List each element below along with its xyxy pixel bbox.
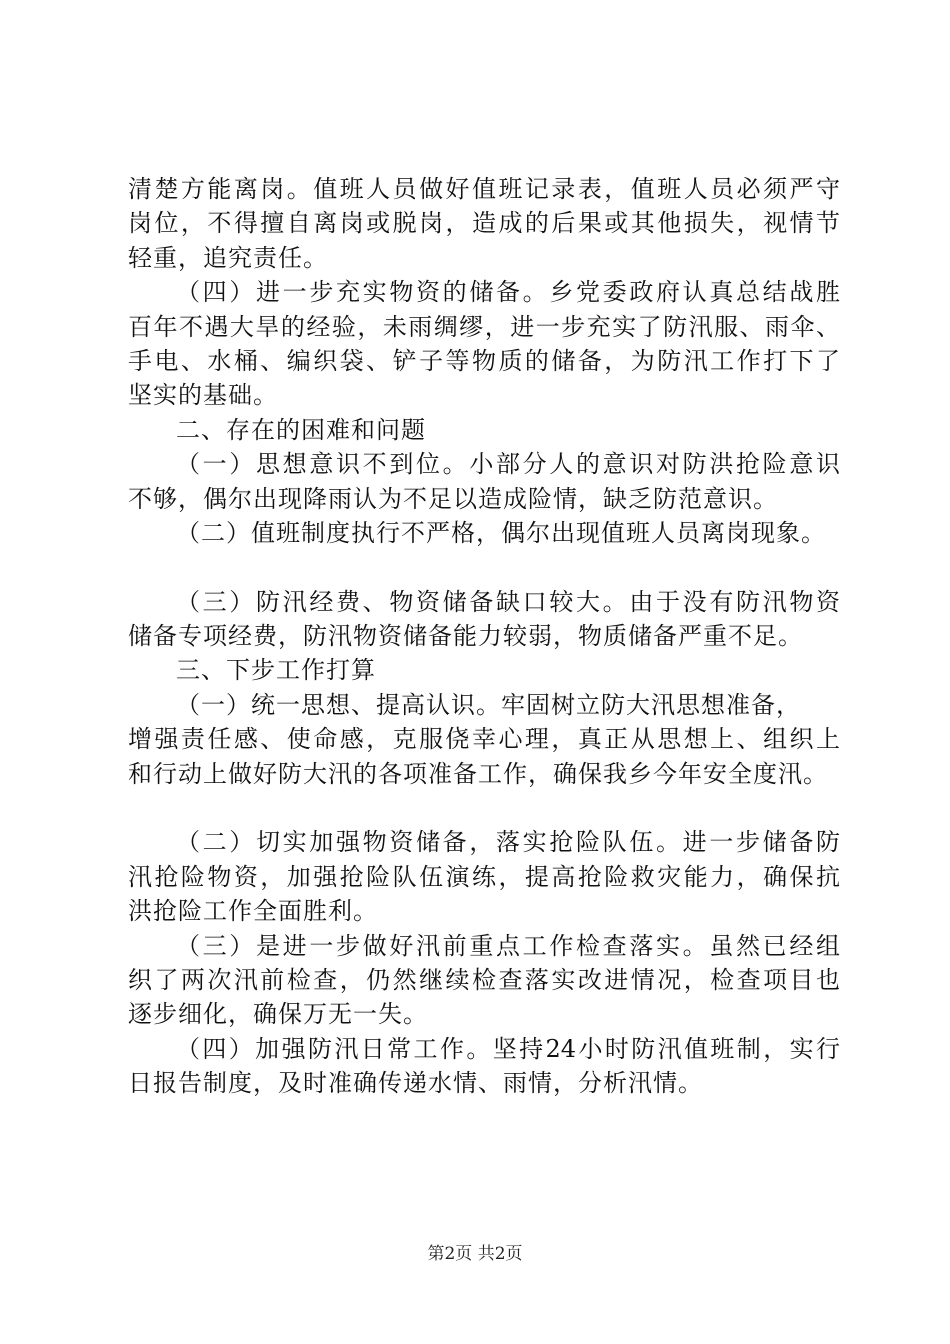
- paragraph-start: （三）是进一步做好汛前重点工作检查落实。虽然已经组: [176, 931, 840, 960]
- text-line: 和行动上做好防大汛的各项准备工作，确保我乡今年安全度汛。: [128, 759, 828, 788]
- paragraph-start: （四）进一步充实物资的储备。乡党委政府认真总结战胜: [176, 278, 840, 307]
- text-line: 百年不遇大旱的经验，未雨绸缪，进一步充实了防汛服、雨伞、: [128, 312, 840, 341]
- text-line: 坚实的基础。: [128, 381, 278, 410]
- text-line: 不够，偶尔出现降雨认为不足以造成险情，缺乏防范意识。: [128, 484, 778, 513]
- paragraph-start: （一）思想意识不到位。小部分人的意识对防洪抢险意识: [176, 450, 840, 479]
- paragraph-start: （四）加强防汛日常工作。坚持24小时防汛值班制，实行: [176, 1034, 840, 1063]
- paragraph-start: （二）切实加强物资储备，落实抢险队伍。进一步储备防: [176, 828, 840, 857]
- blank-line: [128, 791, 840, 825]
- paragraph-start: （二）值班制度执行不严格，偶尔出现值班人员离岗现象。: [176, 518, 826, 547]
- text-line: 手电、水桶、编织袋、铲子等物质的储备，为防汛工作打下了: [128, 346, 840, 375]
- page-number-footer: 第2页 共2页: [427, 1244, 523, 1264]
- text-line: 储备专项经费，防汛物资储备能力较弱，物质储备严重不足。: [128, 622, 803, 651]
- text-line: 日报告制度，及时准确传递水情、雨情，分析汛情。: [128, 1069, 703, 1098]
- text-line: 岗位，不得擅自离岗或脱岗，造成的后果或其他损失，视情节: [128, 209, 840, 238]
- text-line: 汛抢险物资，加强抢险队伍演练，提高抢险救灾能力，确保抗: [128, 862, 840, 891]
- text-line: 清楚方能离岗。值班人员做好值班记录表，值班人员必须严守: [128, 175, 840, 203]
- text-line: 增强责任感、使命感，克服侥幸心理，真正从思想上、组织上: [128, 725, 840, 754]
- paragraph-start: （三）防汛经费、物资储备缺口较大。由于没有防汛物资: [176, 587, 840, 616]
- text-line: 逐步细化，确保万无一失。: [128, 1000, 428, 1029]
- text-line: 洪抢险工作全面胜利。: [128, 897, 378, 926]
- paragraph-start: （一）统一思想、提高认识。牢固树立防大汛思想准备，: [176, 690, 801, 719]
- text-line: 织了两次汛前检查，仍然继续检查落实改进情况，检查项目也: [128, 965, 840, 994]
- section-heading: 二、存在的困难和问题: [176, 415, 426, 444]
- document-body: [128, 172, 840, 1101]
- section-heading: 三、下步工作打算: [176, 656, 376, 685]
- text-line: 轻重，追究责任。: [128, 243, 328, 272]
- blank-line: [128, 550, 840, 584]
